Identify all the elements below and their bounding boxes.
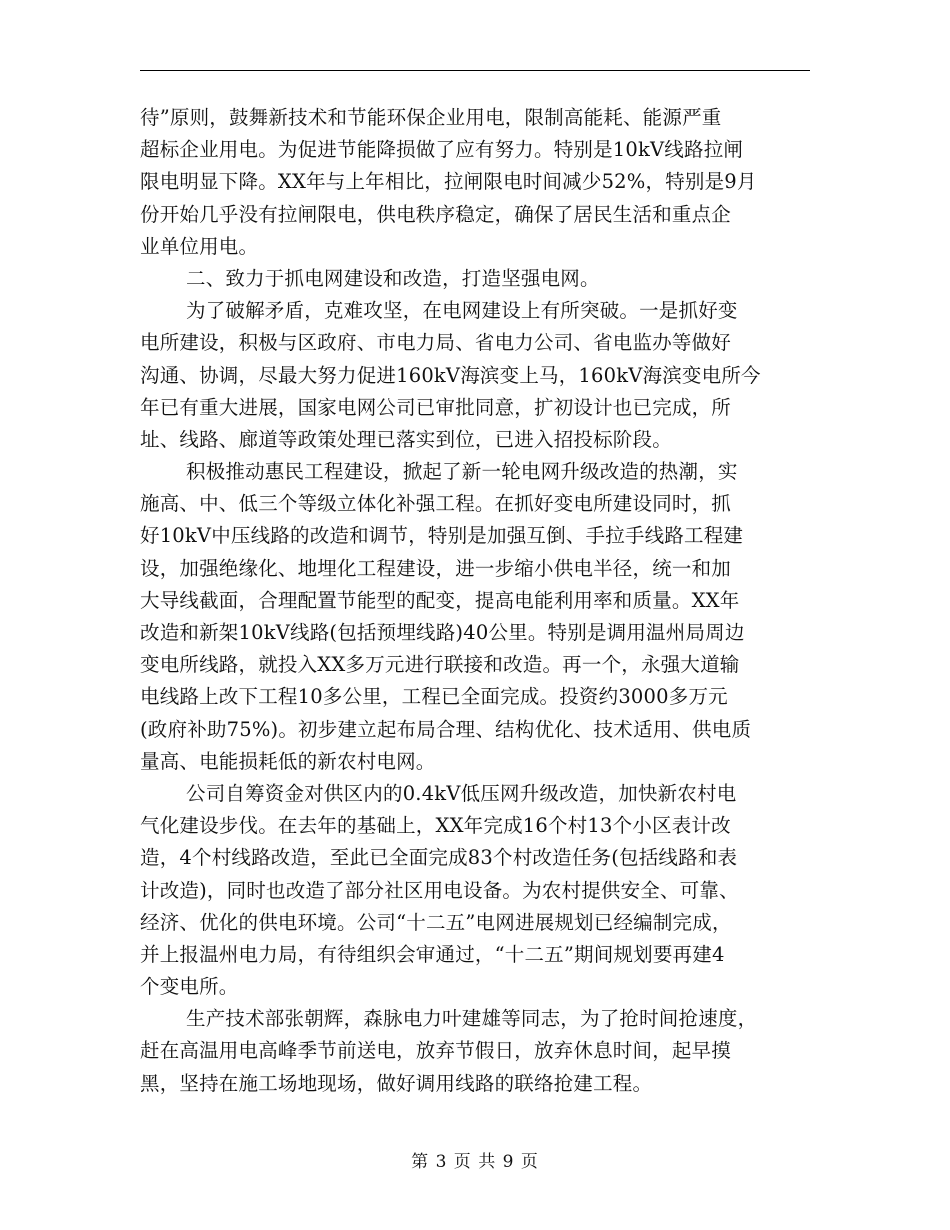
text-line: 计改造)，同时也改造了部分社区用电设备。为农村提供安全、可靠、 [140, 878, 739, 902]
text-line: 待”原则，鼓舞新技术和节能环保企业用电，限制高能耗、能源严重 [140, 106, 722, 129]
text-line: 气化建设步伐。在去年的基础上，XX年完成16个村13个小区表计改 [140, 814, 731, 838]
text-line: 经济、优化的供电环境。公司“十二五”电网进展规划已经编制完成， [140, 910, 732, 934]
document-body [140, 102, 810, 1100]
paragraph-first-line: 公司自筹资金对供区内的0.4kV低压网升级改造，加快新农村电 [186, 781, 737, 805]
paragraph-first-line: 二、致力于抓电网建设和改造，打造坚强电网。 [186, 266, 600, 290]
text-line: 变电所线路，就投入XX多万元进行联接和改造。再一个，永强大道输 [140, 653, 740, 677]
paragraph-first-line: 为了破解矛盾，克难攻坚，在电网建设上有所突破。一是抓好变 [186, 299, 738, 323]
paragraph-first-line: 积极推动惠民工程建设，掀起了新一轮电网升级改造的热潮，实 [186, 460, 738, 484]
text-line: 限电明显下降。XX年与上年相比，拉闸限电时间减少52%，特别是9月 [140, 170, 757, 194]
text-line: 大导线截面，合理配置节能型的配变，提高电能利用率和质量。XX年 [140, 588, 740, 612]
text-line: 电所建设，积极与区政府、市电力局、省电力公司、省电监办等做好 [140, 331, 732, 355]
text-line: 好10kV中压线路的改造和调节，特别是加强互倒、手拉手线路工程建 [140, 524, 744, 548]
text-line: 年已有重大进展，国家电网公司已审批同意，扩初设计也已完成，所 [140, 395, 732, 419]
text-line: 设，加强绝缘化、地埋化工程建设，进一步缩小供电半径，统一和加 [140, 556, 732, 580]
header-rule [140, 70, 810, 71]
text-line: 超标企业用电。为促进节能降损做了应有努力。特别是10kV线路拉闸 [140, 138, 744, 162]
text-line: 改造和新架10kV线路(包括预埋线路)40公里。特别是调用温州局周边 [140, 621, 745, 644]
text-line: 赶在高温用电高峰季节前送电，放弃节假日，放弃休息时间，起早摸 [140, 1039, 732, 1063]
text-line: 址、线路、廊道等政策处理已落实到位，已进入招投标阶段。 [140, 427, 672, 451]
text-line: 施高、中、低三个等级立体化补强工程。在抓好变电所建设同时，抓 [140, 492, 732, 516]
text-line: 黑，坚持在施工场地现场，做好调用线路的联络抢建工程。 [140, 1071, 653, 1095]
text-line: 量高、电能损耗低的新农村电网。 [140, 749, 436, 773]
text-line: (政府补助75%)。初步建立起布局合理、结构优化、技术适用、供电质 [140, 717, 752, 741]
text-line: 造，4个村线路改造，至此已全面完成83个村改造任务(包括线路和表 [140, 846, 738, 870]
text-line: 份开始几乎没有拉闸限电，供电秩序稳定，确保了居民生活和重点企 [140, 202, 732, 226]
text-line: 个变电所。 [140, 975, 239, 999]
text-line: 并上报温州电力局，有待组织会审通过，“十二五”期间规划要再建4 [140, 942, 725, 966]
page-footer: 第 3 页 共 9 页 [411, 1152, 539, 1172]
text-line: 业单位用电。 [140, 234, 259, 258]
paragraph-first-line: 生产技术部张朝辉，森脉电力叶建雄等同志，为了抢时间抢速度， [186, 1007, 758, 1031]
text-line: 电线路上改下工程10多公里，工程已全面完成。投资约3000多万元 [140, 685, 728, 709]
text-line: 沟通、协调，尽最大努力促进160kV海滨变上马，160kV海滨变电所今 [140, 363, 761, 387]
